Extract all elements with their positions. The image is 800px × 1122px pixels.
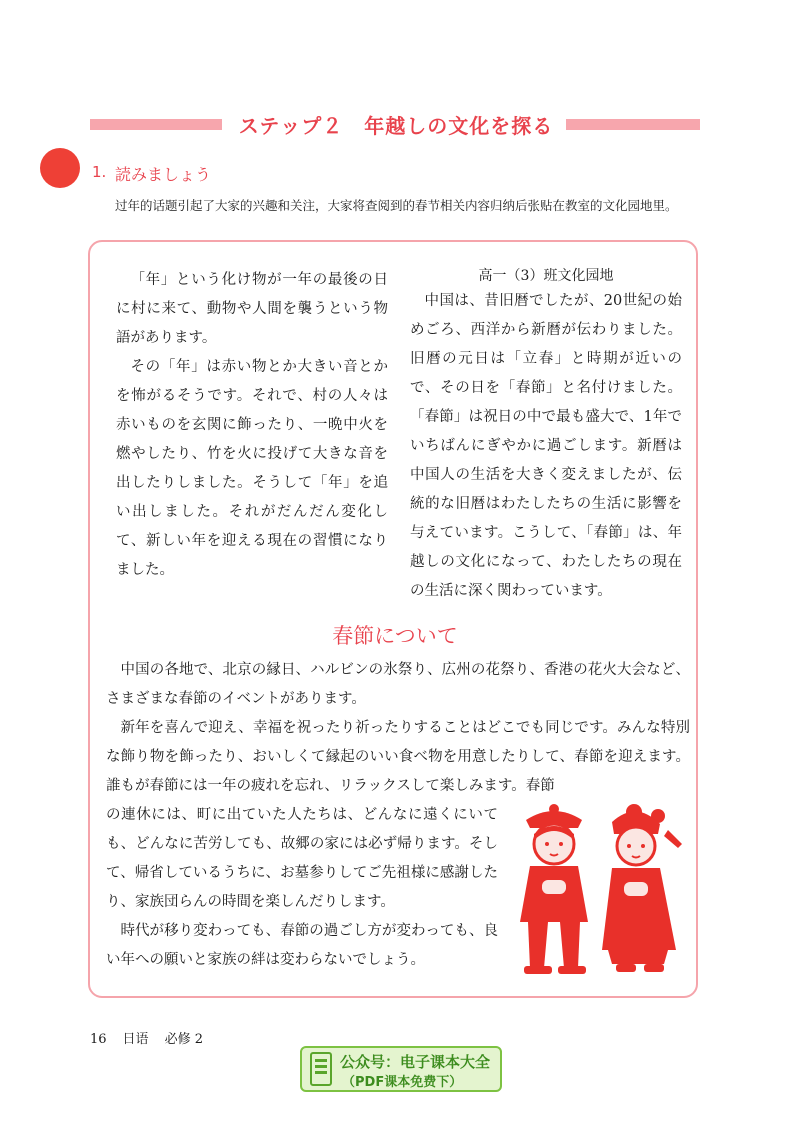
story-paragraph: その「年」は赤い物とか大きい音とかを怖がるそうです。それで、村の人々は赤いものを玄関に飾ったり、一晩中火を燃やしたり、竹を火に投げて大きな音を出したりしました。そうして「年」を追い出しました。それがだんだん変化して、新しい年を迎える現在の習慣になりました。 bbox=[116, 359, 388, 578]
story-column bbox=[116, 266, 388, 585]
story-paragraph: 「年」という化け物が一年の最後の日に村に来て、動物や人間を襲うという物語があります。 bbox=[116, 272, 388, 346]
history-paragraph: 中国は、昔旧暦でしたが、20世紀の始めごろ、西洋から新暦が伝わりました。旧暦の元日は「立春」と時期が近いので、その日を「春節」と名付けました。「春節」は祝日の中で最も盛大で、1年でいちばんにぎやかに過ごします。新暦は中国人の生活を大きく変えましたが、伝統的な旧暦はわたしたちの生活に影響を与えています。こうして、「春節」は、年越しの文化になって、わたしたちの現在の生活に深く関わっています。 bbox=[410, 293, 682, 599]
spring-festival-title: 春節について bbox=[332, 624, 458, 648]
book-icon bbox=[310, 1052, 332, 1086]
spring-paragraph: 時代が移り変わっても、春節の過ごし方が変わっても、良い年への願いと家族の絆は変わらないでしょう。 bbox=[106, 923, 498, 968]
spring-paragraph: 中国の各地で、北京の縁日、ハルビンの氷祭り、広州の花祭り、香港の花火大会など、さまざまな春節のイベントがあります。 bbox=[106, 662, 690, 707]
header-stripe-right bbox=[566, 119, 700, 130]
header-stripe-left bbox=[90, 119, 222, 130]
stamp-line-2: （PDF课本免费下） bbox=[342, 1075, 463, 1090]
page-footer bbox=[90, 1028, 219, 1047]
watermark-stamp bbox=[300, 1046, 502, 1092]
book-title: 日语 bbox=[122, 1032, 149, 1047]
spring-paragraph-continued: の連休には、町に出ていた人たちは、どんなに遠くにいても、どんなに苦労しても、故郷の家には必ず帰ります。そして、帰省しているうちに、お墓参りしてご先祖様に感謝したり、家族団らんの時間を楽しんだりします。 bbox=[106, 807, 498, 910]
spring-paragraph: 新年を喜んで迎え、幸福を祝ったり祈ったりすることはどこでも同じです。みんな特別な飾り物を飾ったり、おいしくて縁起のいい食べ物を用意したりして、春節を迎えます。誰もが春節には一年の疲れを忘れ、リラックスして楽しみます。春節 bbox=[106, 720, 690, 794]
section-number: 1. bbox=[92, 163, 107, 181]
book-volume: 必修 2 bbox=[164, 1032, 203, 1047]
spring-body-full bbox=[106, 656, 690, 801]
step-title: ステップ２ 年越しの文化を探る bbox=[238, 114, 554, 138]
section-marker-circle bbox=[40, 148, 80, 188]
section-label: 読みましょう bbox=[115, 165, 212, 184]
stamp-line-1: 公众号：电子课本大全 bbox=[340, 1053, 491, 1071]
intro-text: 过年的话题引起了大家的兴趣和关注，大家将查阅到的春节相关内容归纳后张贴在教室的文化园地里。 bbox=[115, 198, 678, 213]
spring-body-narrow bbox=[106, 801, 498, 975]
page-number: 16 bbox=[90, 1032, 107, 1047]
board-heading: 高一（3）班文化园地 bbox=[478, 268, 614, 284]
papercut-children-illustration bbox=[508, 800, 688, 978]
history-column bbox=[410, 266, 682, 606]
